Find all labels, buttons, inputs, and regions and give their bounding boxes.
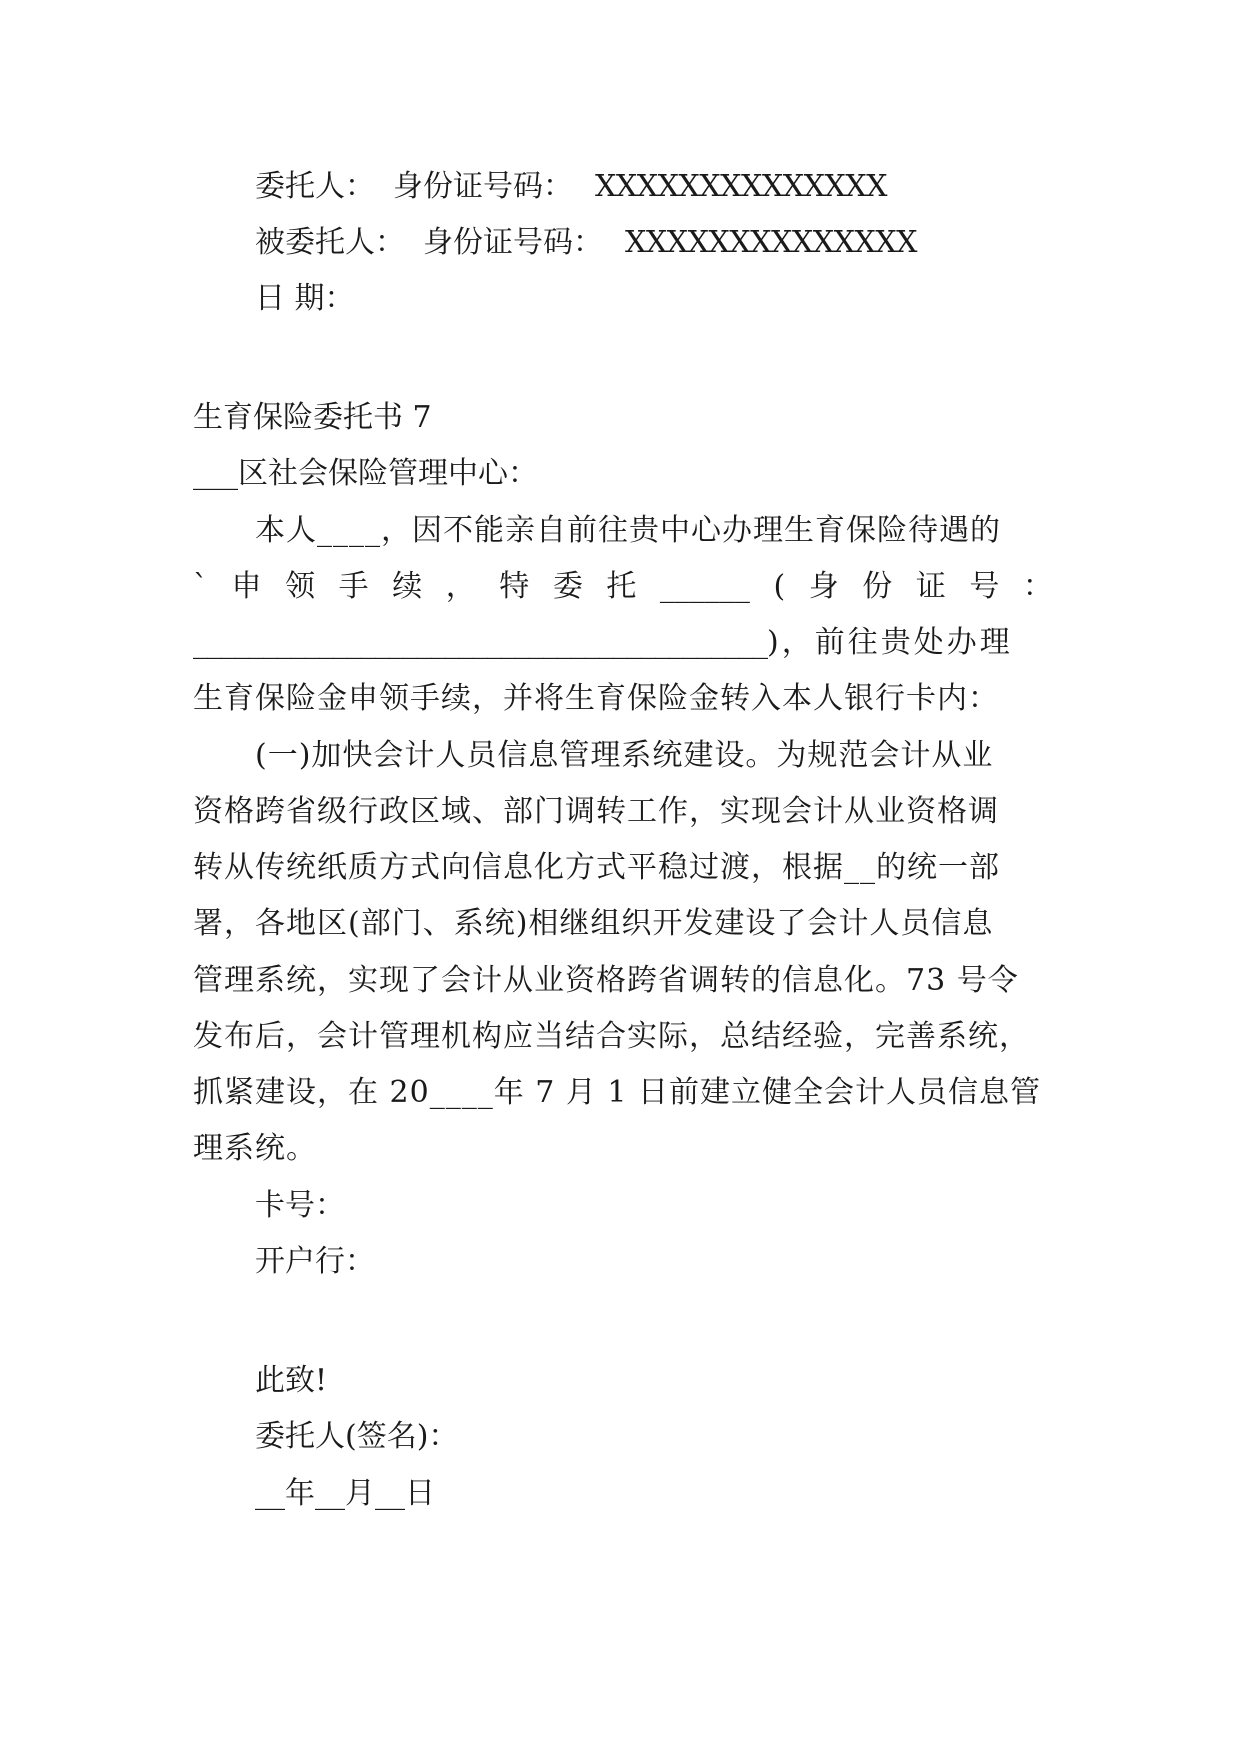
id-number-blank: _________________________________________ — [193, 625, 767, 660]
para1-line2-char: 份 — [862, 569, 893, 604]
addressee: ___区社会保险管理中心： — [193, 456, 538, 491]
signature-label: 委托人(签名)： — [255, 1419, 459, 1454]
para1-line2-char: 手 — [338, 569, 369, 604]
entrustee-line — [255, 223, 917, 263]
para1-line4: 生育保险金申领手续，并将生育保险金转入本人银行卡内： — [193, 681, 999, 716]
para1-line2-blank: ______ — [659, 569, 750, 604]
date-blanks: __年__月__日 — [255, 1476, 435, 1511]
closing: 此致! — [255, 1363, 328, 1398]
para1-line2-char: ： — [1022, 569, 1053, 604]
entrustee-id-value: XXXXXXXXXXXXXX — [625, 225, 918, 260]
para1-line2-char: 特 — [499, 569, 530, 604]
para1-line2-char: 证 — [915, 569, 946, 604]
para1-line2-char: 领 — [285, 569, 316, 604]
entrustor-label: 委托人： — [255, 169, 375, 204]
para2-line: 发布后，会计管理机构应当结合实际，总结经验，完善系统， — [193, 1019, 1030, 1054]
para2-line: 管理系统，实现了会计从业资格跨省调转的信息化。73 号令 — [193, 963, 1019, 998]
para2-line: 抓紧建设，在 20____年 7 月 1 日前建立健全会计人员信息管 — [193, 1075, 1042, 1110]
para1-line2-char: 托 — [606, 569, 637, 604]
para1-line2-char: ` — [193, 569, 208, 604]
para1-line2-char: 委 — [552, 569, 583, 604]
para1-line2-char: ， — [445, 569, 476, 604]
entrustor-id-label: 身份证号码： — [393, 169, 573, 204]
para2-line: (一)加快会计人员信息管理系统建设。为规范会计从业 — [255, 738, 994, 773]
para1-line2-char: 申 — [231, 569, 262, 604]
para2-line: 转从传统纸质方式向信息化方式平稳过渡，根据__的统一部 — [193, 850, 1000, 885]
para1-line2-char: ( — [773, 569, 786, 604]
entrustee-label: 被委托人： — [255, 225, 405, 260]
para2-line: 署，各地区(部门、系统)相继组织开发建设了会计人员信息 — [193, 906, 994, 941]
para1-line3 — [193, 623, 1013, 663]
para1-line2 — [193, 567, 1053, 607]
bank-label: 开户行： — [255, 1244, 375, 1279]
para1-line2-char: 号 — [969, 569, 1000, 604]
date-line: 日 期： — [255, 281, 355, 316]
entrustor-line — [255, 167, 887, 207]
para2-line: 资格跨省级行政区域、部门调转工作，实现会计从业资格调 — [193, 794, 999, 829]
entrustor-id-value: XXXXXXXXXXXXXX — [595, 169, 888, 204]
para1-line3-text: )，前往贵处办理 — [767, 625, 1013, 660]
para2-line: 理系统。 — [193, 1131, 317, 1166]
para1-line1: 本人____，因不能亲自前往贵中心办理生育保险待遇的 — [255, 513, 1001, 548]
para1-line2-char: 身 — [808, 569, 839, 604]
para1-line2-char: 续 — [392, 569, 423, 604]
document-title: 生育保险委托书 7 — [193, 400, 432, 435]
entrustee-id-label: 身份证号码： — [423, 225, 603, 260]
card-number-label: 卡号： — [255, 1188, 345, 1223]
